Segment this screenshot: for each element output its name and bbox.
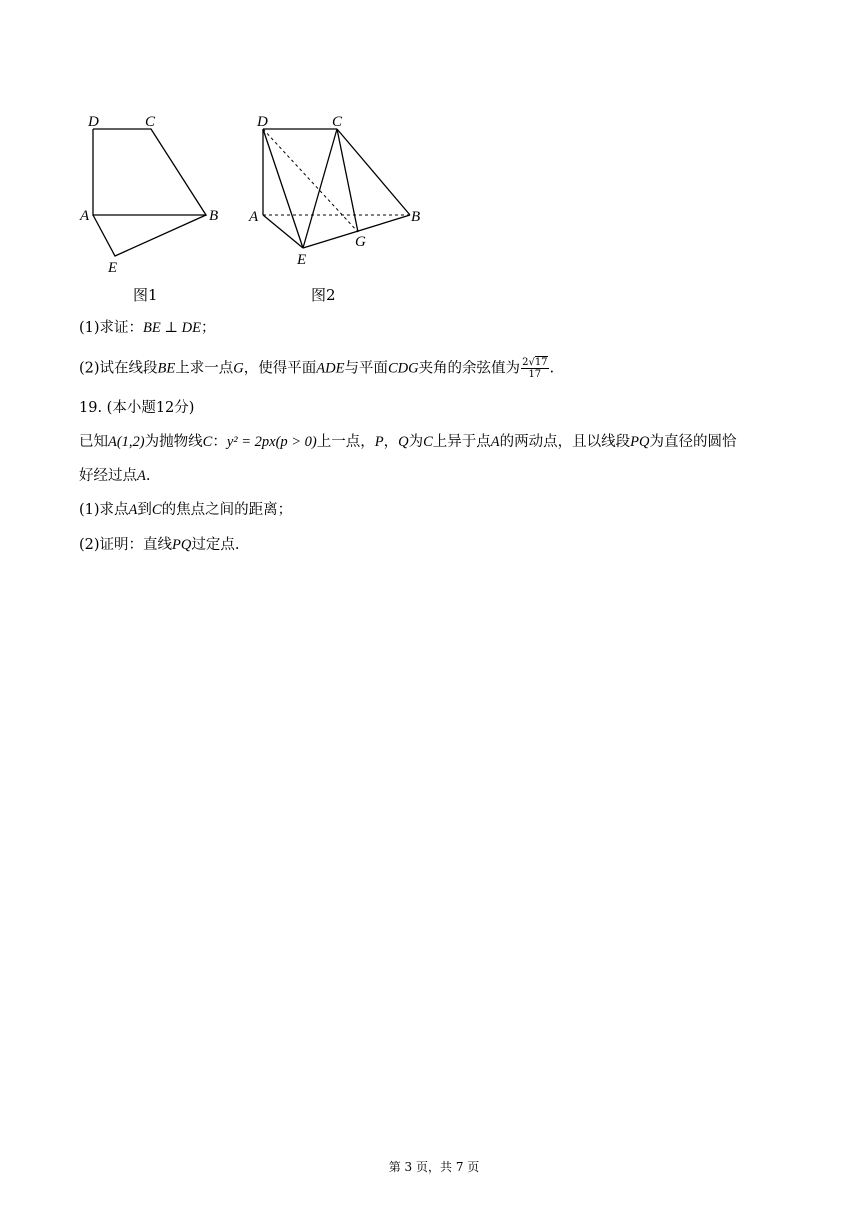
stem-text-4: ， (383, 434, 399, 450)
point-a: A (128, 502, 138, 518)
part1-text-0: (1)求点 (79, 502, 129, 518)
stem2-text-0: 好经过点 (79, 468, 137, 484)
stem2-text-1: . (145, 468, 151, 484)
point-a: A (137, 468, 146, 484)
label-B: B (411, 209, 421, 225)
stem-text-1: 为抛物线 (144, 434, 203, 450)
q18-part1-prefix: (1)求证： (79, 320, 144, 336)
q19-header: 19. (本小题12分) (79, 400, 195, 416)
q18-part2 (79, 357, 554, 380)
stem-text-2: ： (212, 434, 227, 450)
stem-text-0: 已知 (79, 434, 108, 450)
fraction-denominator: 17 (528, 369, 542, 380)
q18-part2-text-3: 与平面 (344, 360, 388, 377)
figure-2-caption: 图2 (311, 286, 336, 304)
part2-text-1: 过定点. (191, 537, 240, 553)
q18-part2-text-4: 夹角的余弦值为 (418, 360, 521, 377)
parabola-c-2: C (423, 434, 433, 450)
q19-stem-line2 (79, 465, 150, 487)
label-E: E (297, 252, 307, 268)
label-E: E (108, 260, 118, 276)
q18-part2-text-0: (2)试在线段 (79, 360, 158, 377)
numerator-radicand: 17 (534, 357, 548, 368)
q18-part1-math: BE ⊥ DE (143, 320, 201, 336)
stem-text-6: 上异于点 (432, 434, 491, 450)
figure-1-diagram (75, 108, 235, 278)
fraction-numerator: 2√17 (522, 357, 548, 368)
page-footer: 第 3 页，共 7 页 (388, 1160, 480, 1174)
q18-part1 (79, 317, 215, 339)
stem-text-7: 的两动点，且以线段 (499, 434, 631, 450)
point-a: A (490, 434, 500, 450)
part1-text-1: 到 (137, 502, 152, 518)
label-C: C (332, 114, 343, 130)
q19-part2 (79, 534, 240, 556)
quad-dcba-edges (93, 129, 206, 215)
point-p: P (374, 434, 384, 450)
point-q: Q (398, 434, 409, 450)
triangle-aeb-edges (93, 215, 206, 256)
parabola-equation: y² = 2px(p > 0) (226, 434, 317, 450)
q18-part2-math-cdg: CDG (387, 360, 419, 377)
q18-part2-math-ade: ADE (316, 360, 345, 377)
stem-text-5: 为 (408, 434, 424, 450)
label-A: A (80, 208, 90, 224)
label-D: D (88, 114, 99, 130)
label-D: D (257, 114, 268, 130)
label-G: G (355, 234, 366, 250)
parabola-c: C (151, 502, 162, 518)
q18-part2-end: . (549, 360, 555, 377)
numerator-coefficient: 2 (522, 357, 529, 368)
point-a-coords: A(1,2) (108, 434, 145, 450)
q18-part2-math-g: G (233, 360, 244, 377)
label-A: A (249, 209, 259, 225)
label-B: B (209, 208, 219, 224)
figure-2-diagram (245, 108, 430, 268)
segment-pq: PQ (630, 434, 650, 450)
stem-text-8: 为直径的圆恰 (649, 434, 737, 450)
label-C: C (145, 114, 156, 130)
q18-part2-text-1: 上求一点 (175, 360, 234, 377)
part1-text-2: 的焦点之间的距离； (161, 502, 293, 518)
parabola-c: C (202, 434, 213, 450)
q18-part1-suffix: ； (200, 320, 216, 336)
cosine-fraction (521, 357, 548, 380)
q19-part1 (79, 499, 292, 521)
stem-text-3: 上一点， (316, 434, 375, 450)
figure-1-caption: 图1 (133, 286, 158, 304)
q18-part2-math-be: BE (157, 360, 176, 377)
q19-stem-line1 (79, 431, 736, 453)
part2-text-0: (2)证明：直线 (79, 537, 173, 553)
q18-part2-text-2: ，使得平面 (243, 360, 317, 377)
line-pq: PQ (172, 537, 192, 553)
